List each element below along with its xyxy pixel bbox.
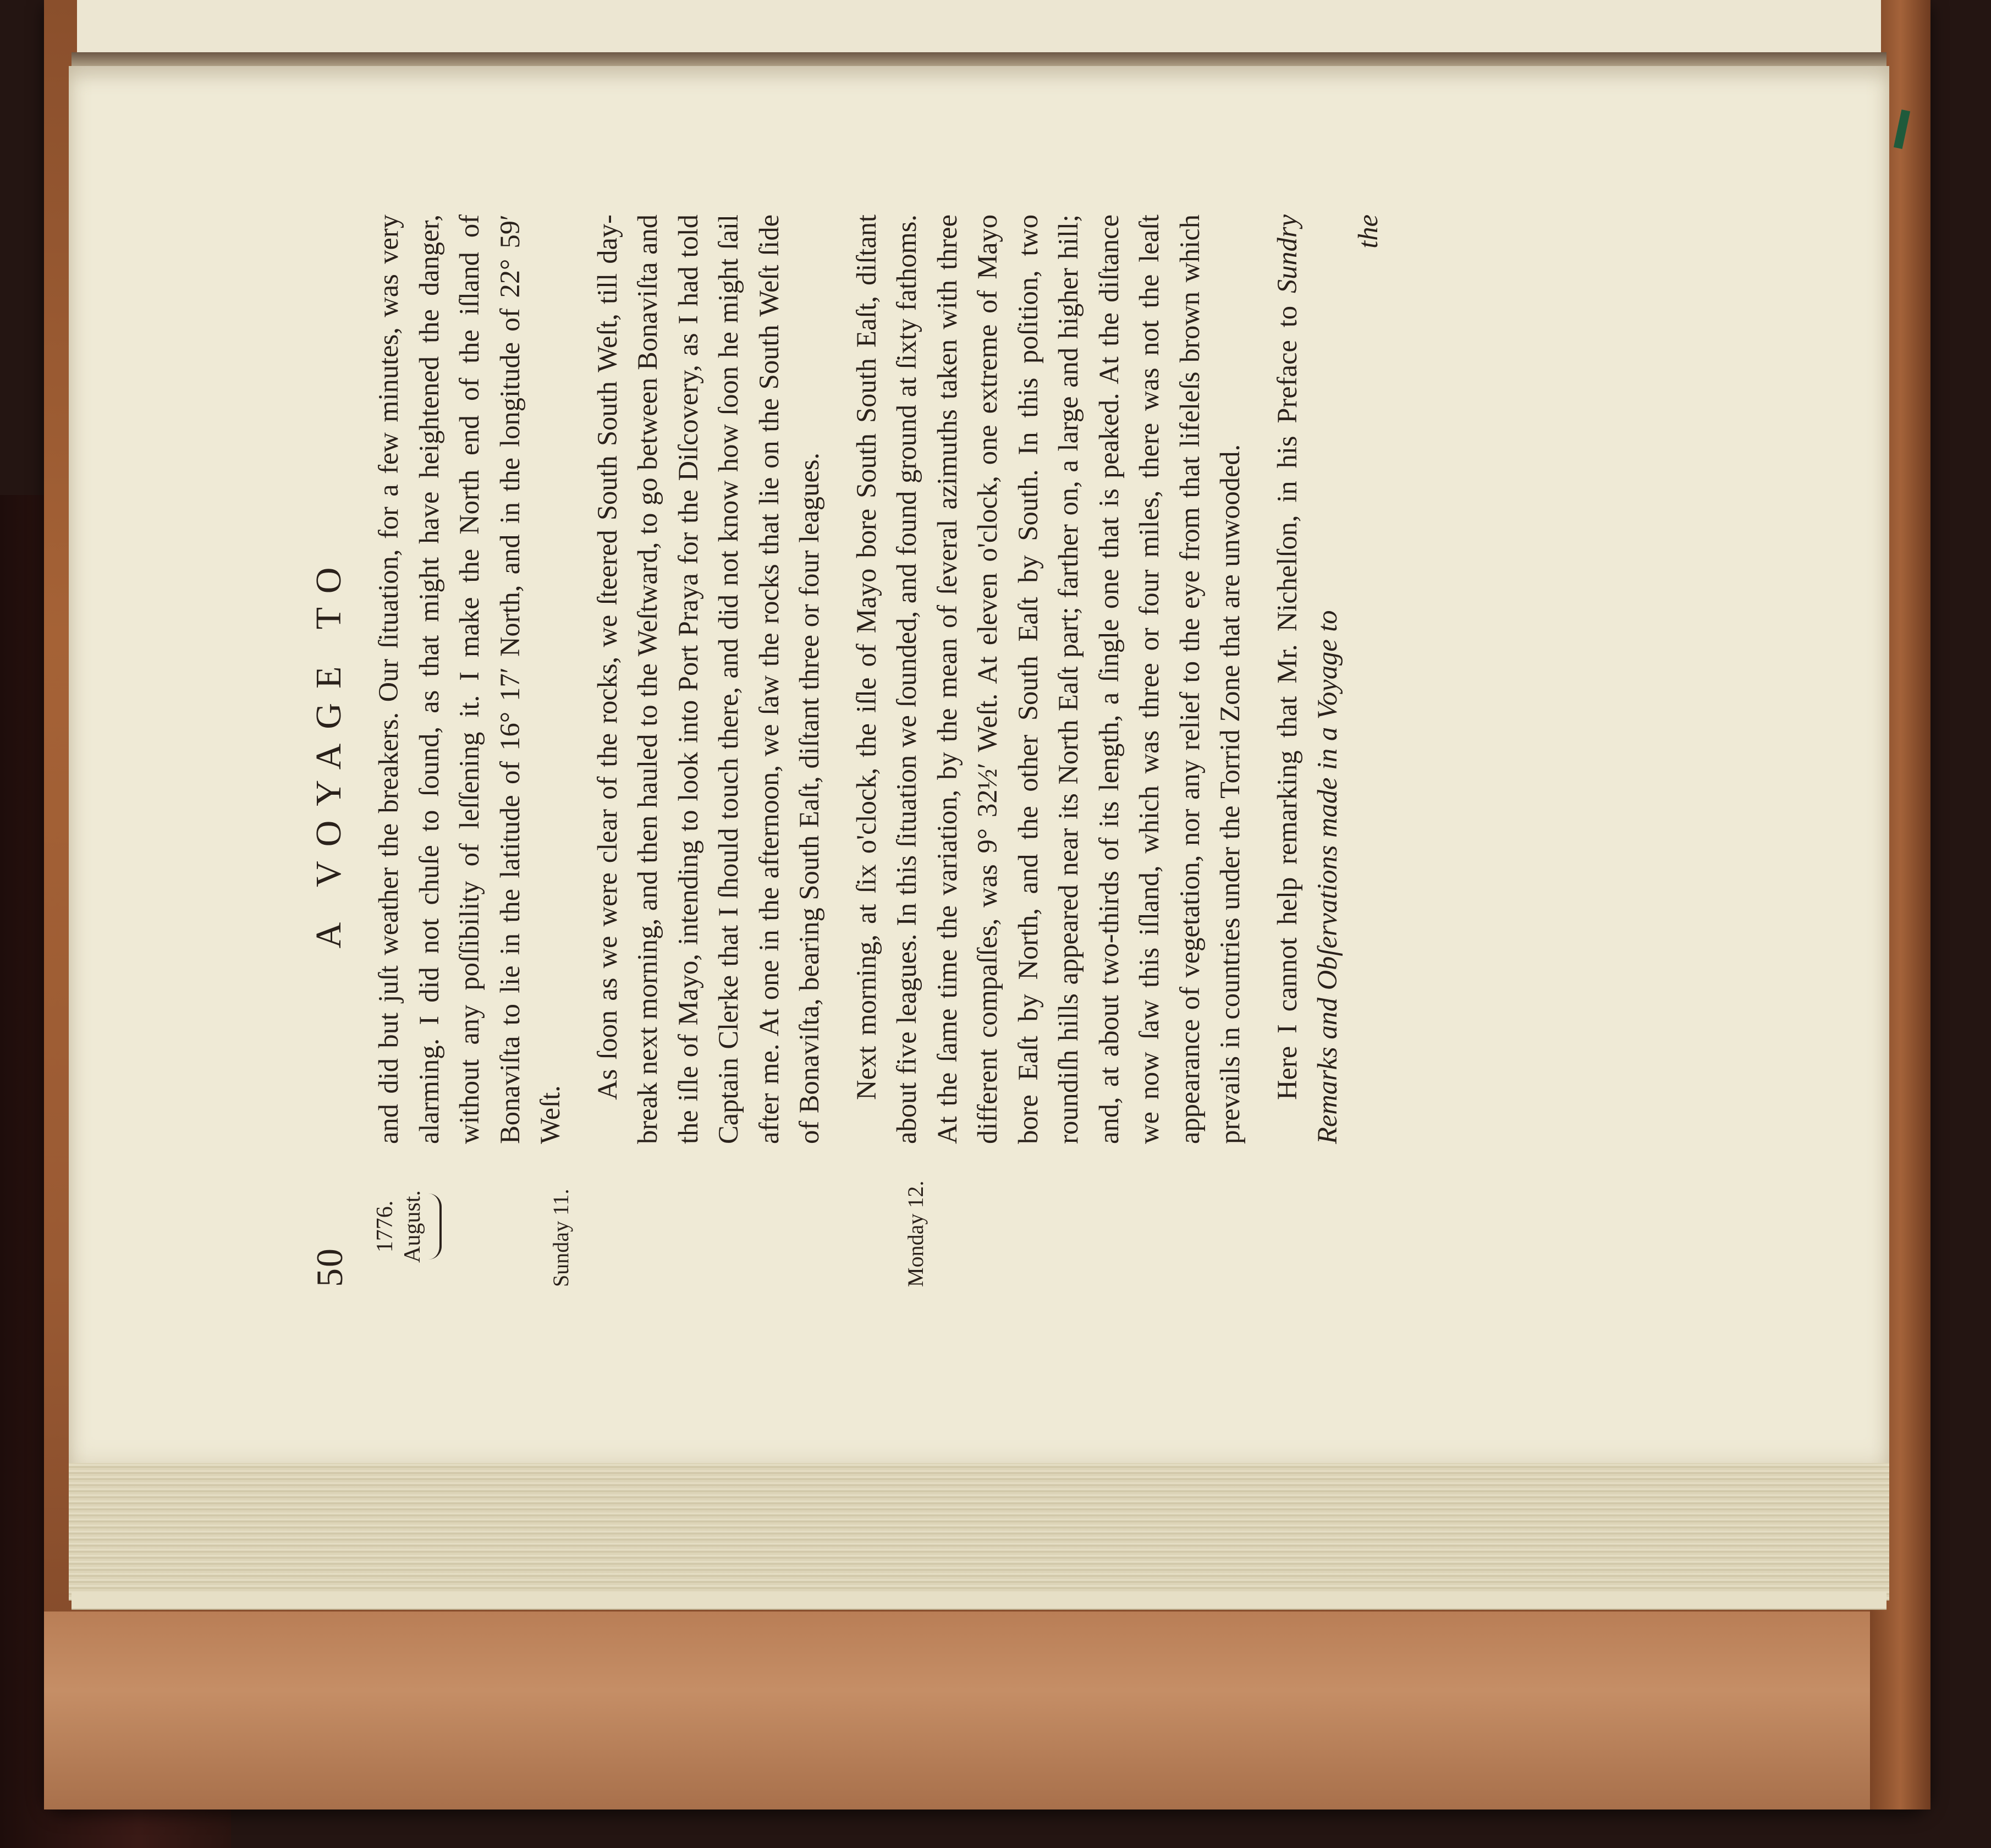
margin-year: 1776. — [372, 1200, 398, 1253]
sidenote-sunday: Sunday 11. — [548, 1189, 573, 1287]
body-text — [369, 215, 1388, 1144]
paragraph-2: As ſoon as we were clear of the rocks, we ſteered South South Weſt, till day-break next morning, and then hauled to the Weſtward, to go between Bonaviſta and the iſle of Mayo, intending to look into Port Praya for the Diſcovery, as I had told Captain Clerke that I ſhould touch there, and did not know how ſoon he might ſail after me. At one in the afternoon, we ſaw the rocks that lie on the South Weſt ſide of Bonaviſta, bearing South Eaſt, diſtant three or four leagues. — [591, 215, 824, 1144]
paragraph-3: Next morning, at ſix o'clock, the iſle of Mayo bore South South Eaſt, diſtant about five leagues. In this ſituation we ſounded, and found ground at ſixty fathoms. At the ſame time the variation, by the mean of ſeveral azimuths taken with three different compaſſes, was 9° 32½′ Weſt. At eleven o'clock, one extreme of Mayo bore Eaſt by North, and the other South Eaſt by South. In this poſition, two roundiſh hills appeared near its North Eaſt part; farther on, a large and higher hill; and, at about two-thirds of its length, a ſingle one that is peaked. At the diſtance we now ſaw this iſland, which was three or four miles, there was not the leaſt appearance of vegetation, nor any relief to the eye from that lifeleſs brown which prevails in countries under the Torrid Zone that are unwooded. — [850, 215, 1245, 1144]
cover-board-bottom — [44, 1612, 1931, 1810]
page-block-edges — [69, 1463, 1889, 1601]
date-margin — [371, 1166, 442, 1287]
page-number: 50 — [309, 1247, 350, 1287]
paragraph-4-title: Sundry Remarks and Obſervations made in a Voyage to — [1271, 215, 1343, 1144]
running-head: A VOYAGE TO — [309, 553, 349, 949]
brace-icon — [428, 1194, 442, 1260]
facing-page-edge — [77, 0, 1881, 54]
page-block-bottom — [72, 1592, 1887, 1610]
sidenote-monday: Monday 12. — [903, 1180, 928, 1287]
paragraph-1: and did but juſt weather the breakers. Our ſituation, for a few minutes, was very alarming. I did not chuſe to ſound, as that might have heightened the danger, without any poſſibility of leſſening it. I make the North end of the iſland of Bonaviſta to lie in the latitude of 16° 17′ North, and in the longitude of 22° 59′ Weſt. — [373, 215, 565, 1144]
catchword: the — [1352, 215, 1383, 249]
rotated-text-block — [308, 215, 1628, 1287]
paragraph-4-start: Here I cannot help remarking that Mr. Nichelſon, in his Preface to — [1271, 293, 1302, 1100]
margin-month: August. — [400, 1190, 425, 1263]
paragraph-4 — [1267, 215, 1348, 1144]
